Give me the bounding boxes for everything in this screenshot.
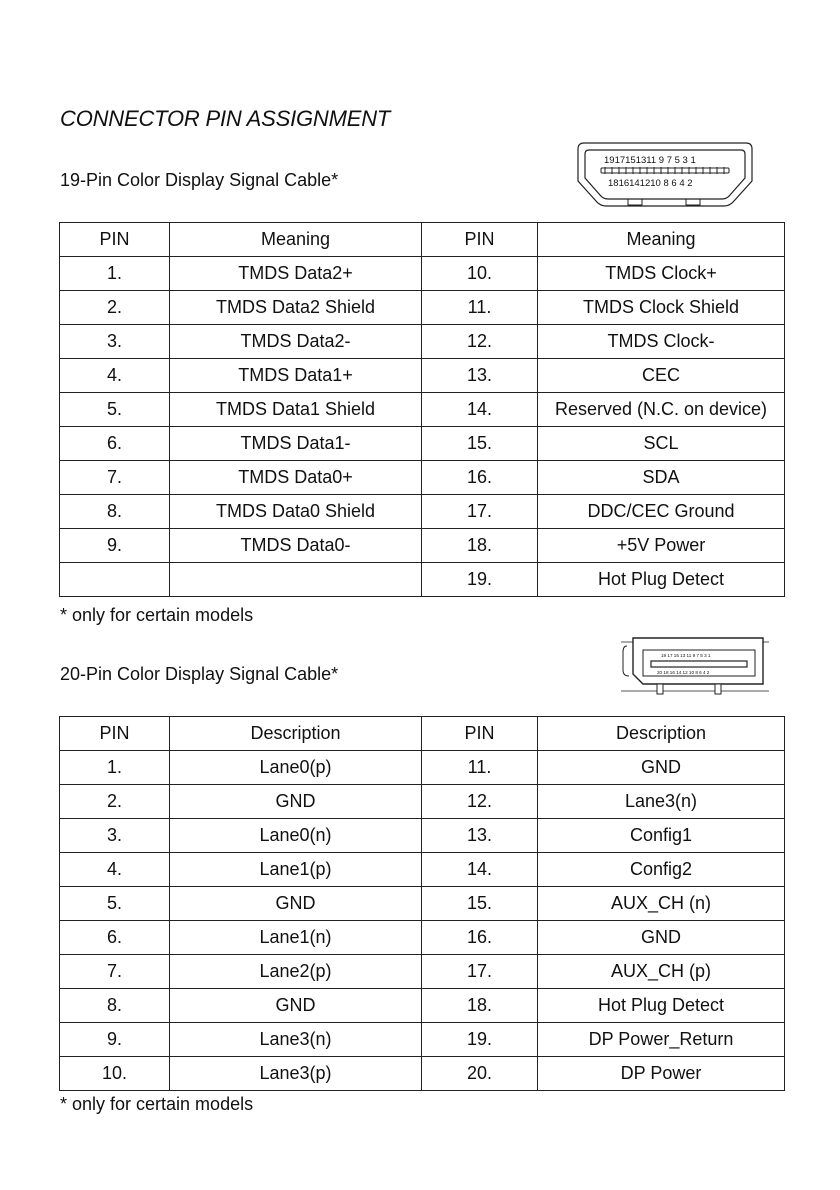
pin-meaning-cell: Lane3(p) <box>170 1057 422 1091</box>
pin-number-cell: 11. <box>422 751 538 785</box>
pin-number-cell: 10. <box>60 1057 170 1091</box>
pin-meaning-cell: Lane3(n) <box>538 785 785 819</box>
column-header: Description <box>170 717 422 751</box>
pin-number-cell: 7. <box>60 461 170 495</box>
pin-number-cell: 15. <box>422 427 538 461</box>
pin-number-cell: 2. <box>60 785 170 819</box>
table-row <box>60 853 785 887</box>
pin-number-cell: 9. <box>60 529 170 563</box>
table-row <box>60 785 785 819</box>
pin-number-cell: 17. <box>422 495 538 529</box>
column-header: Description <box>538 717 785 751</box>
pin-meaning-cell: DDC/CEC Ground <box>538 495 785 529</box>
page-title: CONNECTOR PIN ASSIGNMENT <box>60 106 391 131</box>
pin-number-cell: 14. <box>422 853 538 887</box>
pin-number-cell: 6. <box>60 427 170 461</box>
pin-number-cell: 15. <box>422 887 538 921</box>
pin-number-cell: 7. <box>60 955 170 989</box>
pin-number-cell <box>60 563 170 597</box>
pin-meaning-cell: CEC <box>538 359 785 393</box>
pin-meaning-cell: TMDS Data2- <box>170 325 422 359</box>
pin-meaning-cell: TMDS Data0+ <box>170 461 422 495</box>
hdmi-pin-table <box>59 222 785 597</box>
pin-number-cell: 12. <box>422 785 538 819</box>
pin-number-cell: 4. <box>60 359 170 393</box>
hdmi-footnote: * only for certain models <box>60 605 254 625</box>
pin-meaning-cell: TMDS Data1- <box>170 427 422 461</box>
pin-meaning-cell: TMDS Clock+ <box>538 257 785 291</box>
pin-number-cell: 3. <box>60 325 170 359</box>
pin-number-cell: 18. <box>422 989 538 1023</box>
table-row <box>60 751 785 785</box>
column-header: Meaning <box>170 223 422 257</box>
table-row <box>60 989 785 1023</box>
table-row <box>60 1023 785 1057</box>
dp-bottom-pin-numbers: 20 18 16 14 12 10 8 6 4 2 <box>657 670 710 675</box>
dp-top-pin-numbers: 19 17 15 13 11 9 7 5 3 1 <box>661 653 711 658</box>
pin-number-cell: 16. <box>422 461 538 495</box>
pin-meaning-cell: TMDS Clock Shield <box>538 291 785 325</box>
pin-meaning-cell: Reserved (N.C. on device) <box>538 393 785 427</box>
table-row <box>60 1057 785 1091</box>
pin-meaning-cell: TMDS Data1+ <box>170 359 422 393</box>
pin-meaning-cell: DP Power_Return <box>538 1023 785 1057</box>
pin-meaning-cell: Lane1(n) <box>170 921 422 955</box>
table-row <box>60 461 785 495</box>
pin-number-cell: 20. <box>422 1057 538 1091</box>
pin-meaning-cell: Lane0(p) <box>170 751 422 785</box>
pin-number-cell: 4. <box>60 853 170 887</box>
pin-meaning-cell: TMDS Data0 Shield <box>170 495 422 529</box>
table-row <box>60 887 785 921</box>
pin-meaning-cell: SCL <box>538 427 785 461</box>
pin-number-cell: 18. <box>422 529 538 563</box>
column-header: PIN <box>60 223 170 257</box>
column-header: PIN <box>60 717 170 751</box>
table-header-row <box>60 717 785 751</box>
pin-number-cell: 12. <box>422 325 538 359</box>
pin-number-cell: 17. <box>422 955 538 989</box>
pin-meaning-cell: TMDS Data0- <box>170 529 422 563</box>
pin-number-cell: 2. <box>60 291 170 325</box>
pin-number-cell: 5. <box>60 887 170 921</box>
pin-number-cell: 5. <box>60 393 170 427</box>
pin-meaning-cell: Lane0(n) <box>170 819 422 853</box>
pin-meaning-cell: TMDS Data1 Shield <box>170 393 422 427</box>
pin-meaning-cell: SDA <box>538 461 785 495</box>
pin-number-cell: 3. <box>60 819 170 853</box>
table-row <box>60 291 785 325</box>
table-row <box>60 359 785 393</box>
table-row <box>60 529 785 563</box>
displayport-connector-icon <box>621 636 769 698</box>
pin-number-cell: 19. <box>422 563 538 597</box>
pin-meaning-cell: AUX_CH (n) <box>538 887 785 921</box>
pin-number-cell: 1. <box>60 751 170 785</box>
pin-number-cell: 14. <box>422 393 538 427</box>
pin-meaning-cell: Lane1(p) <box>170 853 422 887</box>
pin-number-cell: 16. <box>422 921 538 955</box>
pin-meaning-cell: GND <box>538 921 785 955</box>
pin-meaning-cell: TMDS Data2+ <box>170 257 422 291</box>
pin-meaning-cell: Config1 <box>538 819 785 853</box>
table-row <box>60 921 785 955</box>
hdmi-section-title: 19-Pin Color Display Signal Cable* <box>60 170 339 190</box>
dp-pin-table <box>59 716 785 1091</box>
pin-meaning-cell: Hot Plug Detect <box>538 563 785 597</box>
column-header: PIN <box>422 717 538 751</box>
pin-meaning-cell: Lane2(p) <box>170 955 422 989</box>
pin-meaning-cell: GND <box>170 887 422 921</box>
pin-number-cell: 10. <box>422 257 538 291</box>
pin-number-cell: 9. <box>60 1023 170 1057</box>
pin-number-cell: 8. <box>60 989 170 1023</box>
hdmi-top-pin-numbers: 1917151311 9 7 5 3 1 <box>604 155 696 166</box>
dp-section-title: 20-Pin Color Display Signal Cable* <box>60 664 339 684</box>
column-header: PIN <box>422 223 538 257</box>
pin-meaning-cell: Hot Plug Detect <box>538 989 785 1023</box>
pin-number-cell: 19. <box>422 1023 538 1057</box>
pin-meaning-cell: +5V Power <box>538 529 785 563</box>
table-row <box>60 955 785 989</box>
pin-number-cell: 6. <box>60 921 170 955</box>
table-row <box>60 563 785 597</box>
table-header-row <box>60 223 785 257</box>
pin-meaning-cell: GND <box>538 751 785 785</box>
table-row <box>60 325 785 359</box>
hdmi-bottom-pin-numbers: 1816141210 8 6 4 2 <box>608 178 693 189</box>
table-row <box>60 819 785 853</box>
pin-meaning-cell: GND <box>170 785 422 819</box>
dp-footnote: * only for certain models <box>60 1094 254 1114</box>
pin-meaning-cell: GND <box>170 989 422 1023</box>
pin-meaning-cell: DP Power <box>538 1057 785 1091</box>
pin-number-cell: 1. <box>60 257 170 291</box>
table-row <box>60 427 785 461</box>
pin-meaning-cell: TMDS Data2 Shield <box>170 291 422 325</box>
pin-number-cell: 13. <box>422 359 538 393</box>
table-row <box>60 495 785 529</box>
pin-meaning-cell: Config2 <box>538 853 785 887</box>
pin-number-cell: 8. <box>60 495 170 529</box>
pin-meaning-cell: AUX_CH (p) <box>538 955 785 989</box>
pin-number-cell: 13. <box>422 819 538 853</box>
pin-number-cell: 11. <box>422 291 538 325</box>
table-row <box>60 393 785 427</box>
pin-meaning-cell <box>170 563 422 597</box>
column-header: Meaning <box>538 223 785 257</box>
table-row <box>60 257 785 291</box>
pin-meaning-cell: Lane3(n) <box>170 1023 422 1057</box>
hdmi-connector-icon <box>576 141 754 211</box>
pin-meaning-cell: TMDS Clock- <box>538 325 785 359</box>
